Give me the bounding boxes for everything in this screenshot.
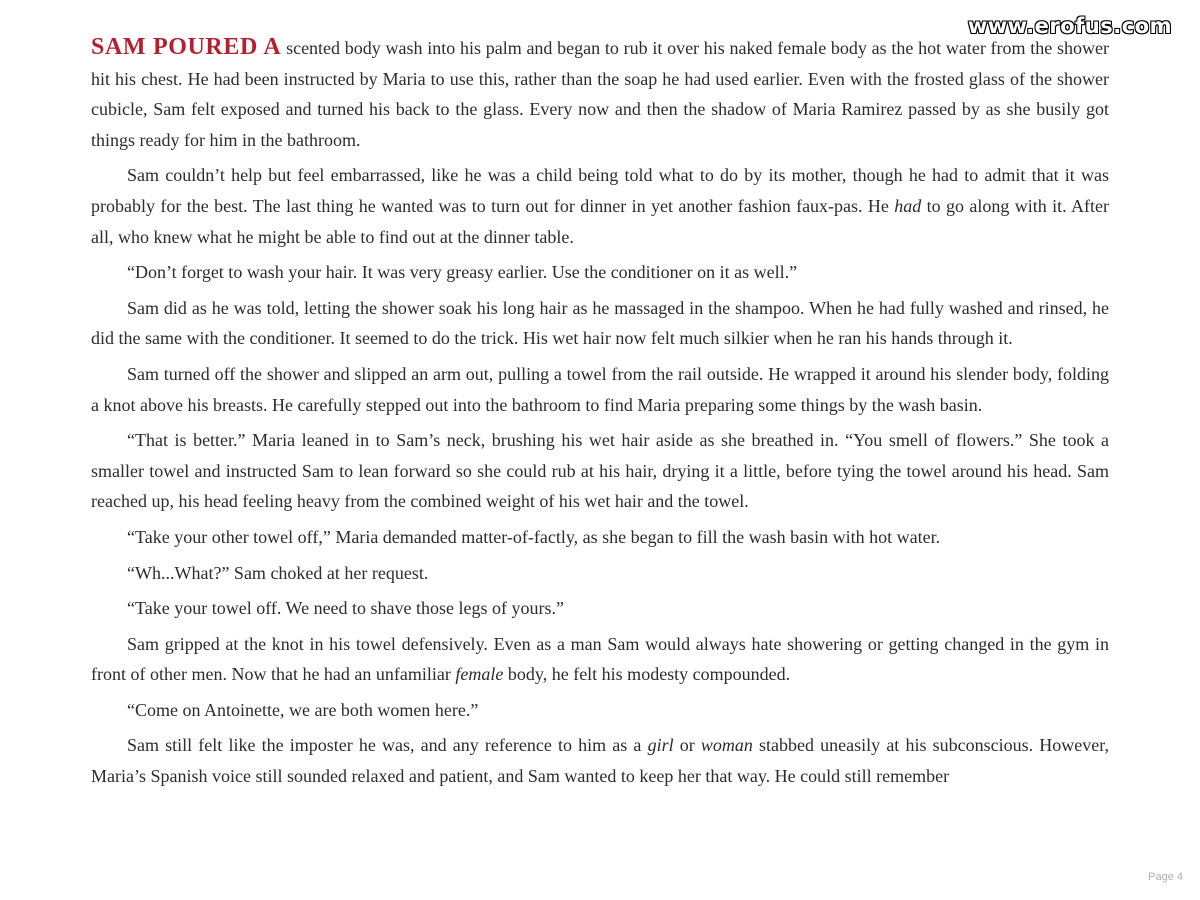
paragraph-text: or <box>673 735 701 756</box>
paragraph-text: “That is better.” Maria leaned in to Sam’s neck, brushing his wet hair aside as she breathed in. “You smell of flowers.” She took a smaller towel and instructed Sam to lean forward so she could rub at his hair, drying it a little, before tying the towel around his head. Sam reached up, his head feeling heavy from the combined weight of his wet hair and the towel. <box>91 430 1109 512</box>
emphasized-text: girl <box>647 735 674 756</box>
emphasized-text: woman <box>700 735 753 756</box>
emphasized-text: had <box>894 195 922 216</box>
paragraph-text: “Wh...What?” Sam choked at her request. <box>127 562 429 583</box>
paragraph-text: “Take your other towel off,” Maria demanded matter-of-factly, as she began to fill the wash basin with hot water. <box>127 526 941 547</box>
watermark-text: www.erofus.com <box>967 14 1172 38</box>
paragraph-text: body, he felt his modesty compounded. <box>503 664 791 685</box>
paragraph-text: to go along with it. After all, who knew what he might be able to find out at the dinner table. <box>91 195 1109 247</box>
paragraph <box>91 695 1109 726</box>
paragraph-text: “Come on Antoinette, we are both women here.” <box>127 699 479 720</box>
paragraph-text: Sam couldn’t help but feel embarrassed, like he was a child being told what to do by its mother, though he had to admit that it was probably for the best. The last thing he wanted was to turn out for dinner in yet another fashion faux-pas. He <box>91 165 1109 216</box>
page-number: Page 4 <box>1148 871 1183 883</box>
paragraph-text: “Take your towel off. We need to shave those legs of yours.” <box>127 598 565 619</box>
chapter-lead-in: SAM POURED A <box>91 34 282 60</box>
paragraph-text: Sam gripped at the knot in his towel defensively. Even as a man Sam would always hate showering or getting changed in the gym in front of other men. Now that he had an unfamiliar <box>91 633 1109 685</box>
paragraph-text: Sam turned off the shower and slipped an arm out, pulling a towel from the rail outside. He wrapped it around his slender body, folding a knot above his breasts. He carefully stepped out into the bathroom to find Maria preparing some things by the wash basin. <box>91 363 1109 415</box>
paragraph <box>91 359 1109 420</box>
paragraph <box>91 32 1109 155</box>
paragraph <box>91 293 1109 354</box>
paragraph-text: Sam did as he was told, letting the shower soak his long hair as he massaged in the shampoo. When he had fully washed and rinsed, he did the same with the conditioner. It seemed to do the trick. His wet hair now felt much silkier when he ran his hands through it. <box>91 297 1109 349</box>
paragraph <box>91 425 1109 517</box>
paragraph <box>91 558 1109 589</box>
paragraph <box>91 257 1109 288</box>
paragraph <box>91 629 1109 690</box>
emphasized-text: female <box>455 664 504 685</box>
paragraph-text: scented body wash into his palm and began to rub it over his naked female body as the hot water from the shower hit his chest. He had been instructed by Maria to use this, rather than the soap he had used earlier. Even with the frosted glass of the shower cubicle, Sam felt exposed and turned his back to the glass. Every now and then the shadow of Maria Ramirez passed by as she busily got things ready for him in the bathroom. <box>91 38 1109 150</box>
paragraph-text: stabbed uneasily at his subconscious. However, Maria’s Spanish voice still sounded relaxed and patient, and Sam wanted to keep her that way. He could still remember <box>91 735 1110 787</box>
paragraph <box>91 160 1109 252</box>
paragraph <box>91 593 1109 624</box>
paragraph <box>91 730 1109 791</box>
page-body <box>91 32 1109 797</box>
paragraph <box>91 522 1109 553</box>
paragraph-text: Sam still felt like the imposter he was, and any reference to him as a <box>127 735 648 756</box>
paragraph-text: “Don’t forget to wash your hair. It was very greasy earlier. Use the conditioner on it as well.” <box>127 262 798 283</box>
